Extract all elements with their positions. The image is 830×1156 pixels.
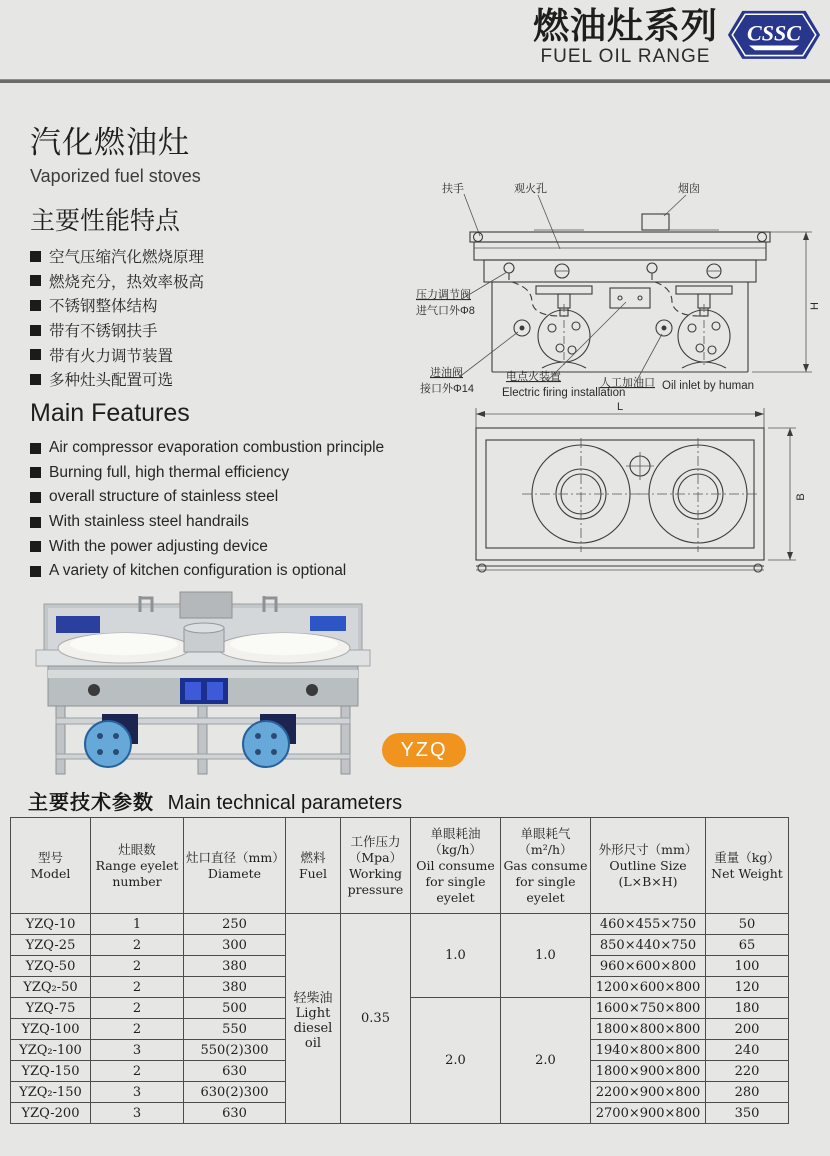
col-outline: 外形尺寸（mm） Outline Size (L×B×H): [591, 818, 706, 914]
feature-label: 空气压缩汽化燃烧原理: [49, 249, 205, 267]
square-bullet-icon: [30, 566, 41, 577]
cell-weight: 120: [706, 977, 789, 998]
label-air-inlet: 进气口外Φ8: [416, 305, 475, 317]
feature-item: [30, 318, 410, 343]
cell-outline: 1200×600×800: [591, 977, 706, 998]
cell-eyelets: 2: [91, 935, 184, 956]
feature-item: [30, 510, 410, 535]
col-fuel: 燃料 Fuel: [286, 818, 341, 914]
label-port: 接口外Φ14: [420, 383, 475, 395]
burner-knob: [306, 684, 318, 696]
table-header-row: [11, 818, 789, 914]
feature-label: A variety of kitchen configuration is optional: [49, 562, 347, 580]
feature-label: Burning full, high thermal efficiency: [49, 463, 290, 481]
cell-diameter: 300: [184, 935, 286, 956]
cell-model: YZQ-100: [11, 1019, 91, 1040]
square-bullet-icon: [30, 300, 41, 311]
cssc-logo-text: CSSC: [746, 20, 801, 46]
page-title: 燃油灶系列: [532, 5, 718, 46]
yzq-badge-label: YZQ: [400, 738, 448, 761]
cell-model: YZQ-50: [11, 956, 91, 977]
parameters-table-wrap: [10, 817, 788, 1124]
cell-weight: 180: [706, 998, 789, 1019]
col-oil-consume: 单眼耗油（kg/h） Oil consume for single eyelet: [411, 818, 501, 914]
feature-label: With stainless steel handrails: [49, 513, 249, 531]
square-bullet-icon: [30, 349, 41, 360]
cell-weight: 200: [706, 1019, 789, 1040]
label-fire-hole: 观火孔: [514, 183, 547, 195]
cell-fuel: 轻柴油 Light diesel oil: [286, 914, 341, 1124]
cell-eyelets: 2: [91, 977, 184, 998]
features-en-title: Main Features: [30, 399, 190, 427]
intro-title-zh: 汽化燃油灶: [30, 125, 190, 160]
cell-outline: 1940×800×800: [591, 1040, 706, 1061]
cell-weight: 280: [706, 1082, 789, 1103]
label-electric-zh: 电点火装置: [506, 371, 561, 383]
cell-model: YZQ-10: [11, 914, 91, 935]
dim-b-label: B: [795, 493, 807, 501]
feature-label: 燃烧充分，热效率极高: [49, 273, 205, 291]
yzq-badge: [382, 733, 466, 767]
col-eyelets: 灶眼数 Range eyelet number: [91, 818, 184, 914]
cell-weight: 240: [706, 1040, 789, 1061]
burner-knob: [88, 684, 100, 696]
feature-item: [30, 269, 410, 294]
cell-weight: 350: [706, 1103, 789, 1124]
cell-outline: 2200×900×800: [591, 1082, 706, 1103]
cell-pressure: 0.35: [341, 914, 411, 1124]
dim-h-label: H: [809, 302, 821, 310]
cell-weight: 50: [706, 914, 789, 935]
square-bullet-icon: [30, 374, 41, 385]
brand-plate-right: [310, 616, 346, 631]
square-bullet-icon: [30, 492, 41, 503]
parameters-title: [28, 786, 402, 815]
cell-oil-consume: 2.0: [411, 998, 501, 1124]
feature-item: [30, 461, 410, 486]
cell-diameter: 380: [184, 977, 286, 998]
square-bullet-icon: [30, 251, 41, 262]
feature-label: 带有火力调节装置: [49, 347, 174, 365]
page-subtitle: FUEL OIL RANGE: [540, 46, 711, 67]
label-handrail: 扶手: [442, 183, 464, 195]
feature-label: 多种灶头配置可选: [49, 372, 174, 390]
cell-weight: 65: [706, 935, 789, 956]
top-view-drawing: [414, 400, 828, 592]
feature-label: 不锈钢整体结构: [49, 298, 158, 316]
cell-outline: 1600×750×800: [591, 998, 706, 1019]
cell-eyelets: 1: [91, 914, 184, 935]
cell-outline: 960×600×800: [591, 956, 706, 977]
col-pressure: 工作压力（Mpa） Working pressure: [341, 818, 411, 914]
cell-outline: 850×440×750: [591, 935, 706, 956]
cell-outline: 2700×900×800: [591, 1103, 706, 1124]
col-weight: 重量（kg） Net Weight: [706, 818, 789, 914]
feature-item: [30, 559, 410, 584]
col-diameter: 灶口直径（mm） Diamete: [184, 818, 286, 914]
parameters-table-body: [11, 914, 789, 1124]
feature-label: With the power adjusting device: [49, 537, 268, 555]
cell-diameter: 630: [184, 1061, 286, 1082]
cell-outline: 460×455×750: [591, 914, 706, 935]
cell-diameter: 630: [184, 1103, 286, 1124]
square-bullet-icon: [30, 325, 41, 336]
cell-model: YZQ₂-50: [11, 977, 91, 998]
front-view-drawing: [414, 176, 828, 402]
features-en: [30, 398, 410, 584]
parameters-table: [10, 817, 789, 1124]
feature-label: Air compressor evaporation combustion principle: [49, 439, 385, 457]
features-zh: [30, 206, 410, 392]
cell-model: YZQ₂-150: [11, 1082, 91, 1103]
cell-diameter: 250: [184, 914, 286, 935]
feature-label: 带有不锈钢扶手: [49, 323, 158, 341]
cell-diameter: 550: [184, 1019, 286, 1040]
cell-weight: 100: [706, 956, 789, 977]
label-pressure-valve: 压力调节阀: [416, 289, 471, 301]
cell-diameter: 550(2)300: [184, 1040, 286, 1061]
page-header: [533, 6, 718, 68]
dim-l-label: L: [616, 401, 624, 413]
square-bullet-icon: [30, 467, 41, 478]
feature-item: [30, 342, 410, 367]
cell-eyelets: 2: [91, 1019, 184, 1040]
cell-oil-consume: 1.0: [411, 914, 501, 998]
pump-head: [243, 721, 289, 767]
cell-eyelets: 2: [91, 998, 184, 1019]
feature-item: [30, 436, 410, 461]
square-bullet-icon: [30, 517, 41, 528]
features-zh-title: 主要性能特点: [30, 207, 181, 235]
cell-diameter: 380: [184, 956, 286, 977]
cell-eyelets: 3: [91, 1082, 184, 1103]
cell-weight: 220: [706, 1061, 789, 1082]
label-chimney: 烟囱: [678, 183, 700, 195]
label-oil-valve: 进油阀: [430, 367, 463, 379]
cell-model: YZQ-150: [11, 1061, 91, 1082]
col-gas-consume: 单眼耗气（m²/h） Gas consume for single eyelet: [501, 818, 591, 914]
cell-eyelets: 3: [91, 1103, 184, 1124]
feature-label: overall structure of stainless steel: [49, 488, 279, 506]
feature-item: [30, 367, 410, 392]
square-bullet-icon: [30, 443, 41, 454]
cell-eyelets: 2: [91, 956, 184, 977]
header-divider: [0, 79, 830, 83]
feature-item: [30, 485, 410, 510]
cell-eyelets: 3: [91, 1040, 184, 1061]
pump-head: [85, 721, 131, 767]
table-row: [11, 914, 789, 935]
parameters-title-en: Main technical parameters: [167, 792, 403, 814]
cell-model: YZQ-25: [11, 935, 91, 956]
square-bullet-icon: [30, 541, 41, 552]
brand-plate-left: [56, 616, 100, 633]
feature-item: [30, 293, 410, 318]
feature-item: [30, 534, 410, 559]
label-manual-zh: 人工加油口: [600, 377, 655, 389]
cell-model: YZQ-200: [11, 1103, 91, 1124]
feature-item: [30, 244, 410, 269]
section-intro: [30, 124, 201, 187]
cell-diameter: 630(2)300: [184, 1082, 286, 1103]
cell-model: YZQ-75: [11, 998, 91, 1019]
cell-outline: 1800×900×800: [591, 1061, 706, 1082]
label-electric-en: Electric firing installation: [502, 387, 626, 399]
intro-title-en: Vaporized fuel stoves: [30, 166, 201, 186]
col-model: 型号 Model: [11, 818, 91, 914]
cell-diameter: 500: [184, 998, 286, 1019]
parameters-title-zh: 主要技术参数: [28, 792, 154, 814]
label-manual-en: Oil inlet by human: [662, 380, 755, 392]
cell-model: YZQ₂-100: [11, 1040, 91, 1061]
square-bullet-icon: [30, 275, 41, 286]
cell-outline: 1800×800×800: [591, 1019, 706, 1040]
cell-gas-consume: 2.0: [501, 998, 591, 1124]
cssc-logo: [726, 9, 822, 61]
ship-hull-icon: [749, 45, 799, 50]
cell-eyelets: 2: [91, 1061, 184, 1082]
cell-gas-consume: 1.0: [501, 914, 591, 998]
product-photo: [28, 586, 378, 780]
